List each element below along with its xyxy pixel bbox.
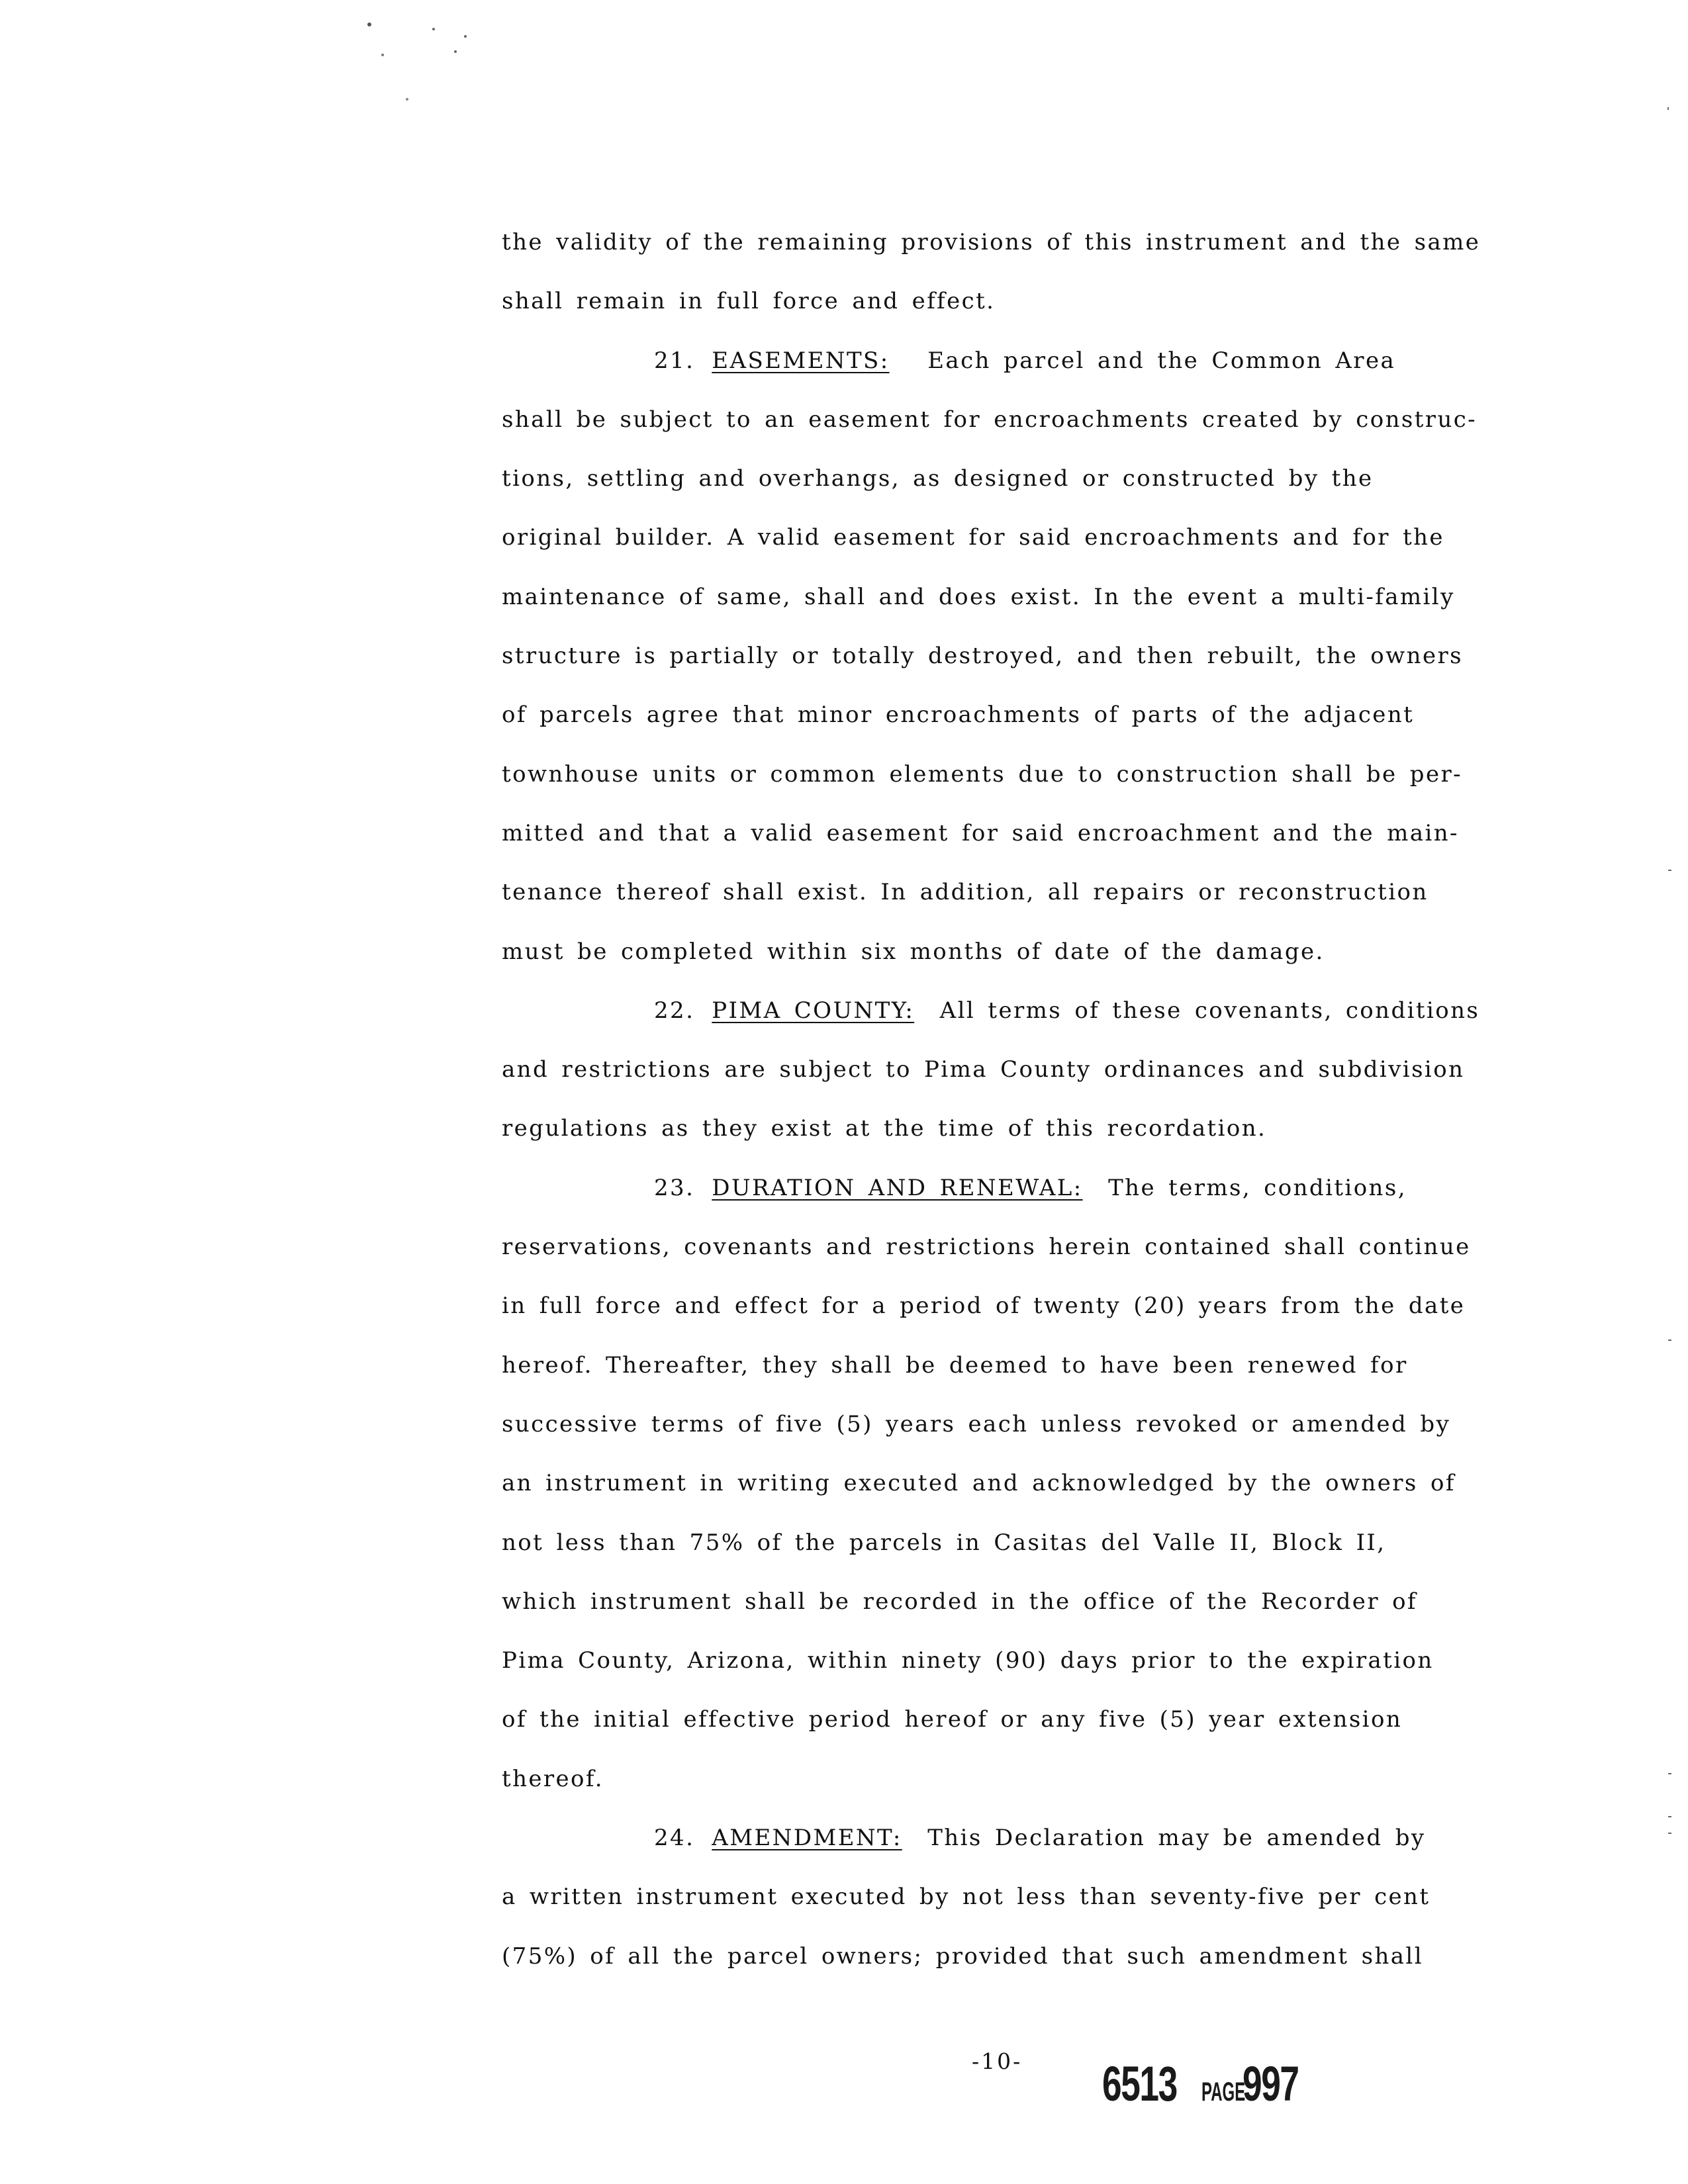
body-line: not less than 75% of the parcels in Casitas del Valle II, Block II,: [502, 1529, 1386, 1556]
section-first-text: This Declaration may be amended by: [927, 1825, 1426, 1852]
body-line: shall remain in full force and effect.: [502, 288, 996, 315]
section-first-text: All terms of these covenants, conditions: [939, 997, 1480, 1024]
body-line: an instrument in writing executed and acknowledged by the owners of: [502, 1470, 1456, 1497]
section-first-text: The terms, conditions,: [1108, 1174, 1407, 1201]
page-number: -10-: [972, 2048, 1023, 2074]
body-line: original builder. A valid easement for said encroachments and for the: [502, 524, 1444, 551]
body-line: tenance thereof shall exist. In addition, all repairs or reconstruction: [502, 879, 1429, 906]
document-body: [502, 213, 1534, 1986]
body-line: of parcels agree that minor encroachments of parts of the adjacent: [502, 702, 1415, 729]
body-line: of the initial effective period hereof or any five (5) year extension: [502, 1706, 1403, 1733]
section-number: 24.: [654, 1825, 695, 1852]
section-heading: PIMA COUNTY:: [712, 997, 915, 1024]
body-line: a written instrument executed by not less than seventy-five per cent: [502, 1884, 1430, 1911]
body-line: in full force and effect for a period of twenty (20) years from the date: [502, 1293, 1466, 1320]
section-21-start: [502, 332, 1534, 390]
body-line: which instrument shall be recorded in the office of the Recorder of: [502, 1588, 1418, 1615]
body-line: reservations, covenants and restrictions herein contained shall continue: [502, 1234, 1471, 1261]
section-number: 23.: [654, 1174, 695, 1201]
section-first-text: Each parcel and the Common Area: [927, 347, 1396, 374]
section-heading: DURATION AND RENEWAL:: [712, 1174, 1083, 1201]
body-line: regulations as they exist at the time of this recordation.: [502, 1115, 1267, 1142]
section-number: 21.: [654, 347, 695, 374]
section-22-start: [502, 981, 1534, 1040]
stamp-page-number: 997: [1243, 2056, 1299, 2111]
section-23-start: [502, 1159, 1534, 1218]
body-line: must be completed within six months of date of the damage.: [502, 938, 1325, 965]
recording-stamp: [1102, 2056, 1320, 2112]
section-24-start: [502, 1809, 1534, 1868]
body-line: successive terms of five (5) years each unless revoked or amended by: [502, 1410, 1451, 1437]
body-line: maintenance of same, shall and does exist. In the event a multi-family: [502, 583, 1455, 610]
body-line: and restrictions are subject to Pima County ordinances and subdivision: [502, 1056, 1465, 1083]
section-number: 22.: [654, 997, 695, 1024]
body-line: hereof. Thereafter, they shall be deemed to have been renewed for: [502, 1351, 1408, 1379]
section-heading: AMENDMENT:: [712, 1825, 902, 1852]
section-heading: EASEMENTS:: [712, 347, 890, 374]
body-line: thereof.: [502, 1765, 604, 1792]
stamp-page-label: PAGE: [1201, 2077, 1246, 2107]
body-line: mitted and that a valid easement for said encroachment and the main-: [502, 819, 1459, 846]
stamp-book-number: 6513: [1102, 2056, 1177, 2111]
body-line: the validity of the remaining provisions of this instrument and the same: [502, 229, 1481, 255]
body-line: Pima County, Arizona, within ninety (90) days prior to the expiration: [502, 1647, 1434, 1674]
body-line: (75%) of all the parcel owners; provided that such amendment shall: [502, 1942, 1423, 1970]
body-line: shall be subject to an easement for encroachments created by construc-: [502, 406, 1477, 433]
body-line: townhouse units or common elements due to construction shall be per-: [502, 760, 1463, 788]
body-line: tions, settling and overhangs, as designed or constructed by the: [502, 465, 1374, 492]
body-line: structure is partially or totally destroyed, and then rebuilt, the owners: [502, 643, 1463, 670]
